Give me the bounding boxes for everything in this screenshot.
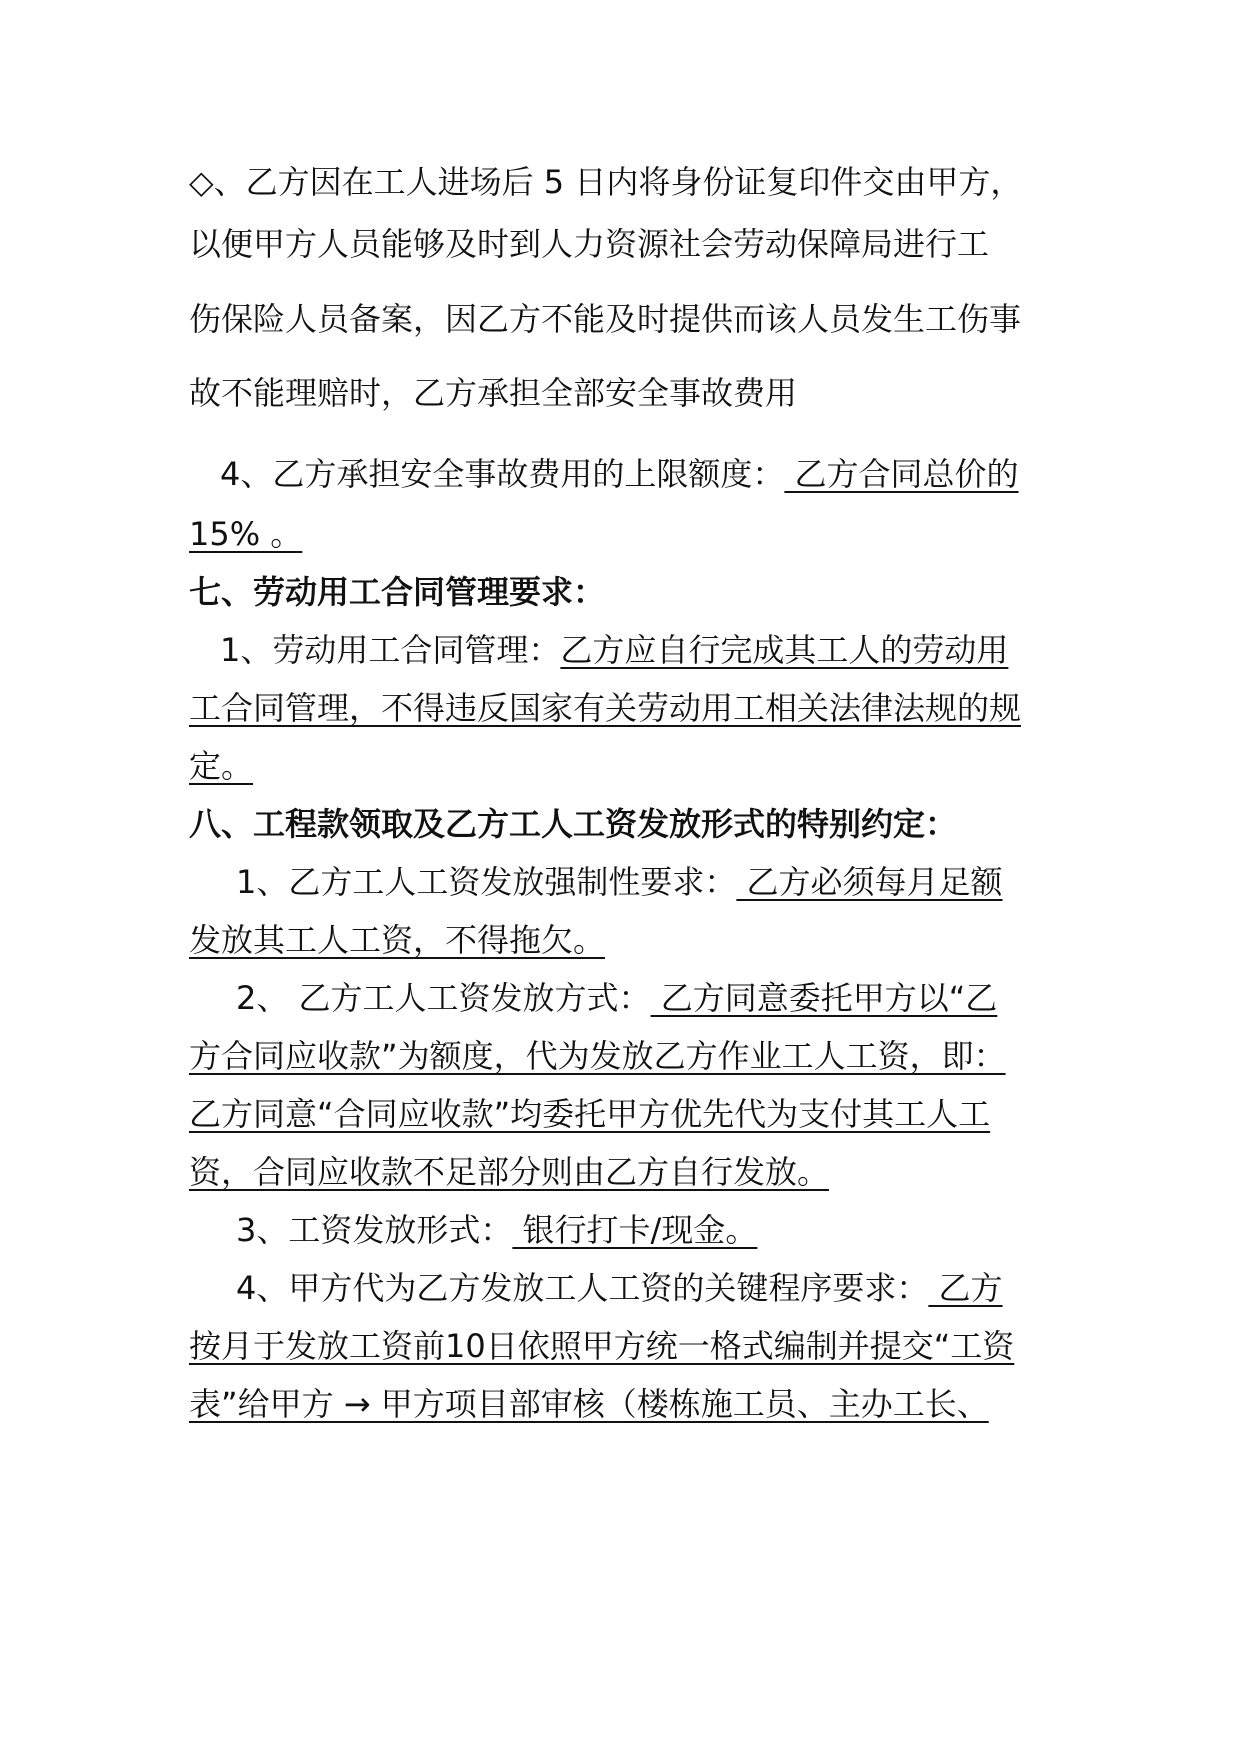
clause-value-cont: [189, 1382, 1121, 1426]
section-heading-8: 八、工程款领取及乙方工人工资发放形式的特别约定：: [189, 805, 958, 843]
clause-value-cont: [189, 512, 1121, 556]
clause-value: 乙方同意“合同应收款”均委托甲方优先代为支付其工人工: [189, 1095, 991, 1133]
paragraph-line: ◇、乙方因在工人进场后 5 日内将身份证复印件交由甲方，: [189, 163, 1023, 201]
paragraph-line: 以便甲方人员能够及时到人力资源社会劳动保障局进行工: [189, 225, 990, 263]
clause-4-safety-cap: [220, 452, 1121, 496]
clause-8-1: [236, 860, 1121, 904]
clause-value-cont: [189, 1092, 1121, 1136]
clause-value: 乙方同意委托甲方以“乙: [650, 979, 998, 1017]
clause-value-cont: [189, 686, 1121, 730]
clause-label: 1、乙方工人工资发放强制性要求：: [236, 863, 737, 901]
clause-value: 乙方必须每月足额: [736, 863, 1003, 901]
clause-label: 2、 乙方工人工资发放方式：: [236, 979, 651, 1017]
paragraph-line: 故不能理赔时，乙方承担全部安全事故费用: [189, 374, 798, 412]
section-heading-7: 七、劳动用工合同管理要求：: [189, 573, 606, 611]
clause-value: 乙方: [928, 1269, 1003, 1307]
clause-label: 3、工资发放形式：: [236, 1211, 513, 1249]
clause-label: 1、劳动用工合同管理：: [220, 631, 561, 669]
clause-value: 乙方应自行完成其工人的劳动用: [560, 631, 1009, 669]
clause-7-1: [220, 628, 1121, 672]
clause-value: 资，合同应收款不足部分则由乙方自行发放。: [189, 1153, 830, 1191]
clause-value-cont: [189, 1150, 1121, 1194]
clause-label: 4、乙方承担安全事故费用的上限额度：: [220, 455, 785, 493]
paragraph-line: 伤保险人员备案，因乙方不能及时提供而该人员发生工伤事: [189, 300, 1022, 338]
clause-value: 发放其工人工资，不得拖欠。: [189, 921, 606, 959]
clause-value: 按月于发放工资前10日依照甲方统一格式编制并提交“工资: [189, 1327, 1015, 1365]
clause-value-cont: [189, 1034, 1121, 1078]
clause-8-3: [236, 1208, 1121, 1252]
clause-value: 工合同管理，不得违反国家有关劳动用工相关法律法规的规: [189, 689, 1022, 727]
clause-value: 乙方合同总价的: [784, 455, 1019, 493]
clause-value: 银行打卡/现金。: [512, 1211, 758, 1249]
clause-value-cont: [189, 1324, 1121, 1368]
clause-value: 定。: [189, 747, 254, 785]
clause-value: 15% 。: [189, 515, 303, 553]
clause-8-4: [236, 1266, 1121, 1310]
clause-value-cont: [189, 918, 1121, 962]
clause-value: 表”给甲方 → 甲方项目部审核（楼栋施工员、主办工长、: [189, 1385, 989, 1423]
clause-label: 4、甲方代为乙方发放工人工资的关键程序要求：: [236, 1269, 929, 1307]
clause-8-2: [236, 976, 1121, 1020]
clause-value-cont: [189, 744, 1121, 788]
clause-value: 方合同应收款”为额度，代为发放乙方作业工人工资，即：: [189, 1037, 1006, 1075]
